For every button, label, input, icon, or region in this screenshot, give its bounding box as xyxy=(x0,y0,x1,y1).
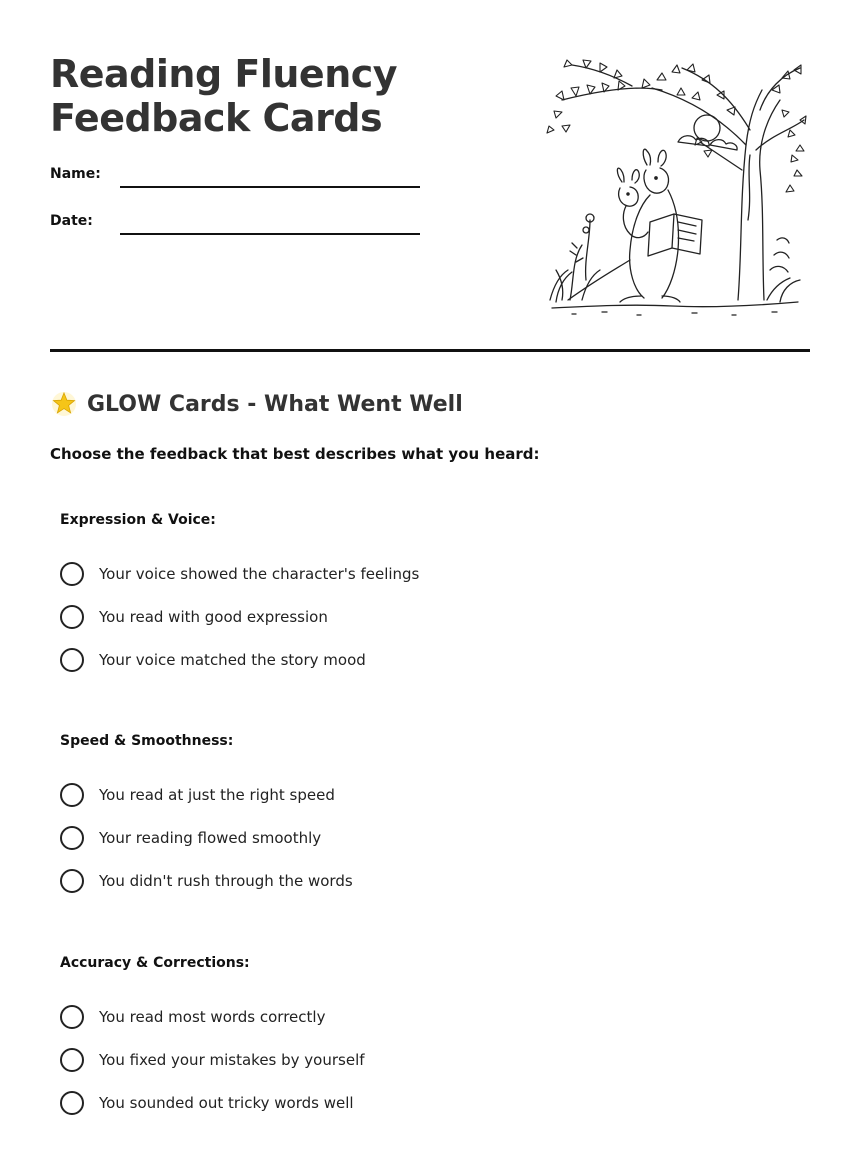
option-label: You fixed your mistakes by yourself xyxy=(99,1050,365,1069)
option-label: Your voice showed the character's feelings xyxy=(99,564,420,583)
title-line-1: Reading Fluency xyxy=(50,52,398,96)
name-field[interactable] xyxy=(50,166,430,196)
instruction-text: Choose the feedback that best describes what you heard: xyxy=(50,445,540,463)
feedback-option[interactable] xyxy=(60,1038,760,1081)
radio-button[interactable] xyxy=(60,648,84,672)
feedback-option[interactable] xyxy=(60,773,760,816)
feedback-group-expression xyxy=(60,512,760,681)
radio-button[interactable] xyxy=(60,562,84,586)
option-label: You didn't rush through the words xyxy=(99,871,353,890)
option-label: You read at just the right speed xyxy=(99,785,335,804)
feedback-option[interactable] xyxy=(60,859,760,902)
kangaroos-reading-illustration xyxy=(542,50,808,318)
radio-button[interactable] xyxy=(60,783,84,807)
feedback-option[interactable] xyxy=(60,995,760,1038)
feedback-group-accuracy xyxy=(60,955,760,1124)
section-heading-text: GLOW Cards - What Went Well xyxy=(87,391,463,417)
name-line[interactable] xyxy=(120,186,420,188)
radio-button[interactable] xyxy=(60,1048,84,1072)
option-label: You sounded out tricky words well xyxy=(99,1093,354,1112)
date-field[interactable] xyxy=(50,213,430,243)
radio-button[interactable] xyxy=(60,1005,84,1029)
date-line[interactable] xyxy=(120,233,420,235)
option-label: Your reading flowed smoothly xyxy=(99,828,322,847)
radio-button[interactable] xyxy=(60,869,84,893)
group-title: Expression & Voice: xyxy=(60,512,216,528)
feedback-group-speed xyxy=(60,733,760,902)
name-label: Name: xyxy=(50,166,101,182)
radio-button[interactable] xyxy=(60,826,84,850)
option-label: You read with good expression xyxy=(99,607,328,626)
feedback-option[interactable] xyxy=(60,552,760,595)
radio-button[interactable] xyxy=(60,1091,84,1115)
group-title: Speed & Smoothness: xyxy=(60,733,234,749)
feedback-option[interactable] xyxy=(60,816,760,859)
option-label: You read most words correctly xyxy=(99,1007,326,1026)
title-line-2: Feedback Cards xyxy=(50,96,383,140)
feedback-option[interactable] xyxy=(60,1081,760,1124)
feedback-option[interactable] xyxy=(60,595,760,638)
feedback-option[interactable] xyxy=(60,638,760,681)
radio-button[interactable] xyxy=(60,605,84,629)
page-title xyxy=(50,52,397,140)
section-divider xyxy=(50,349,810,352)
option-label: Your voice matched the story mood xyxy=(99,650,366,669)
group-title: Accuracy & Corrections: xyxy=(60,955,250,971)
star-icon xyxy=(50,390,78,418)
date-label: Date: xyxy=(50,213,93,229)
section-heading xyxy=(50,388,463,420)
